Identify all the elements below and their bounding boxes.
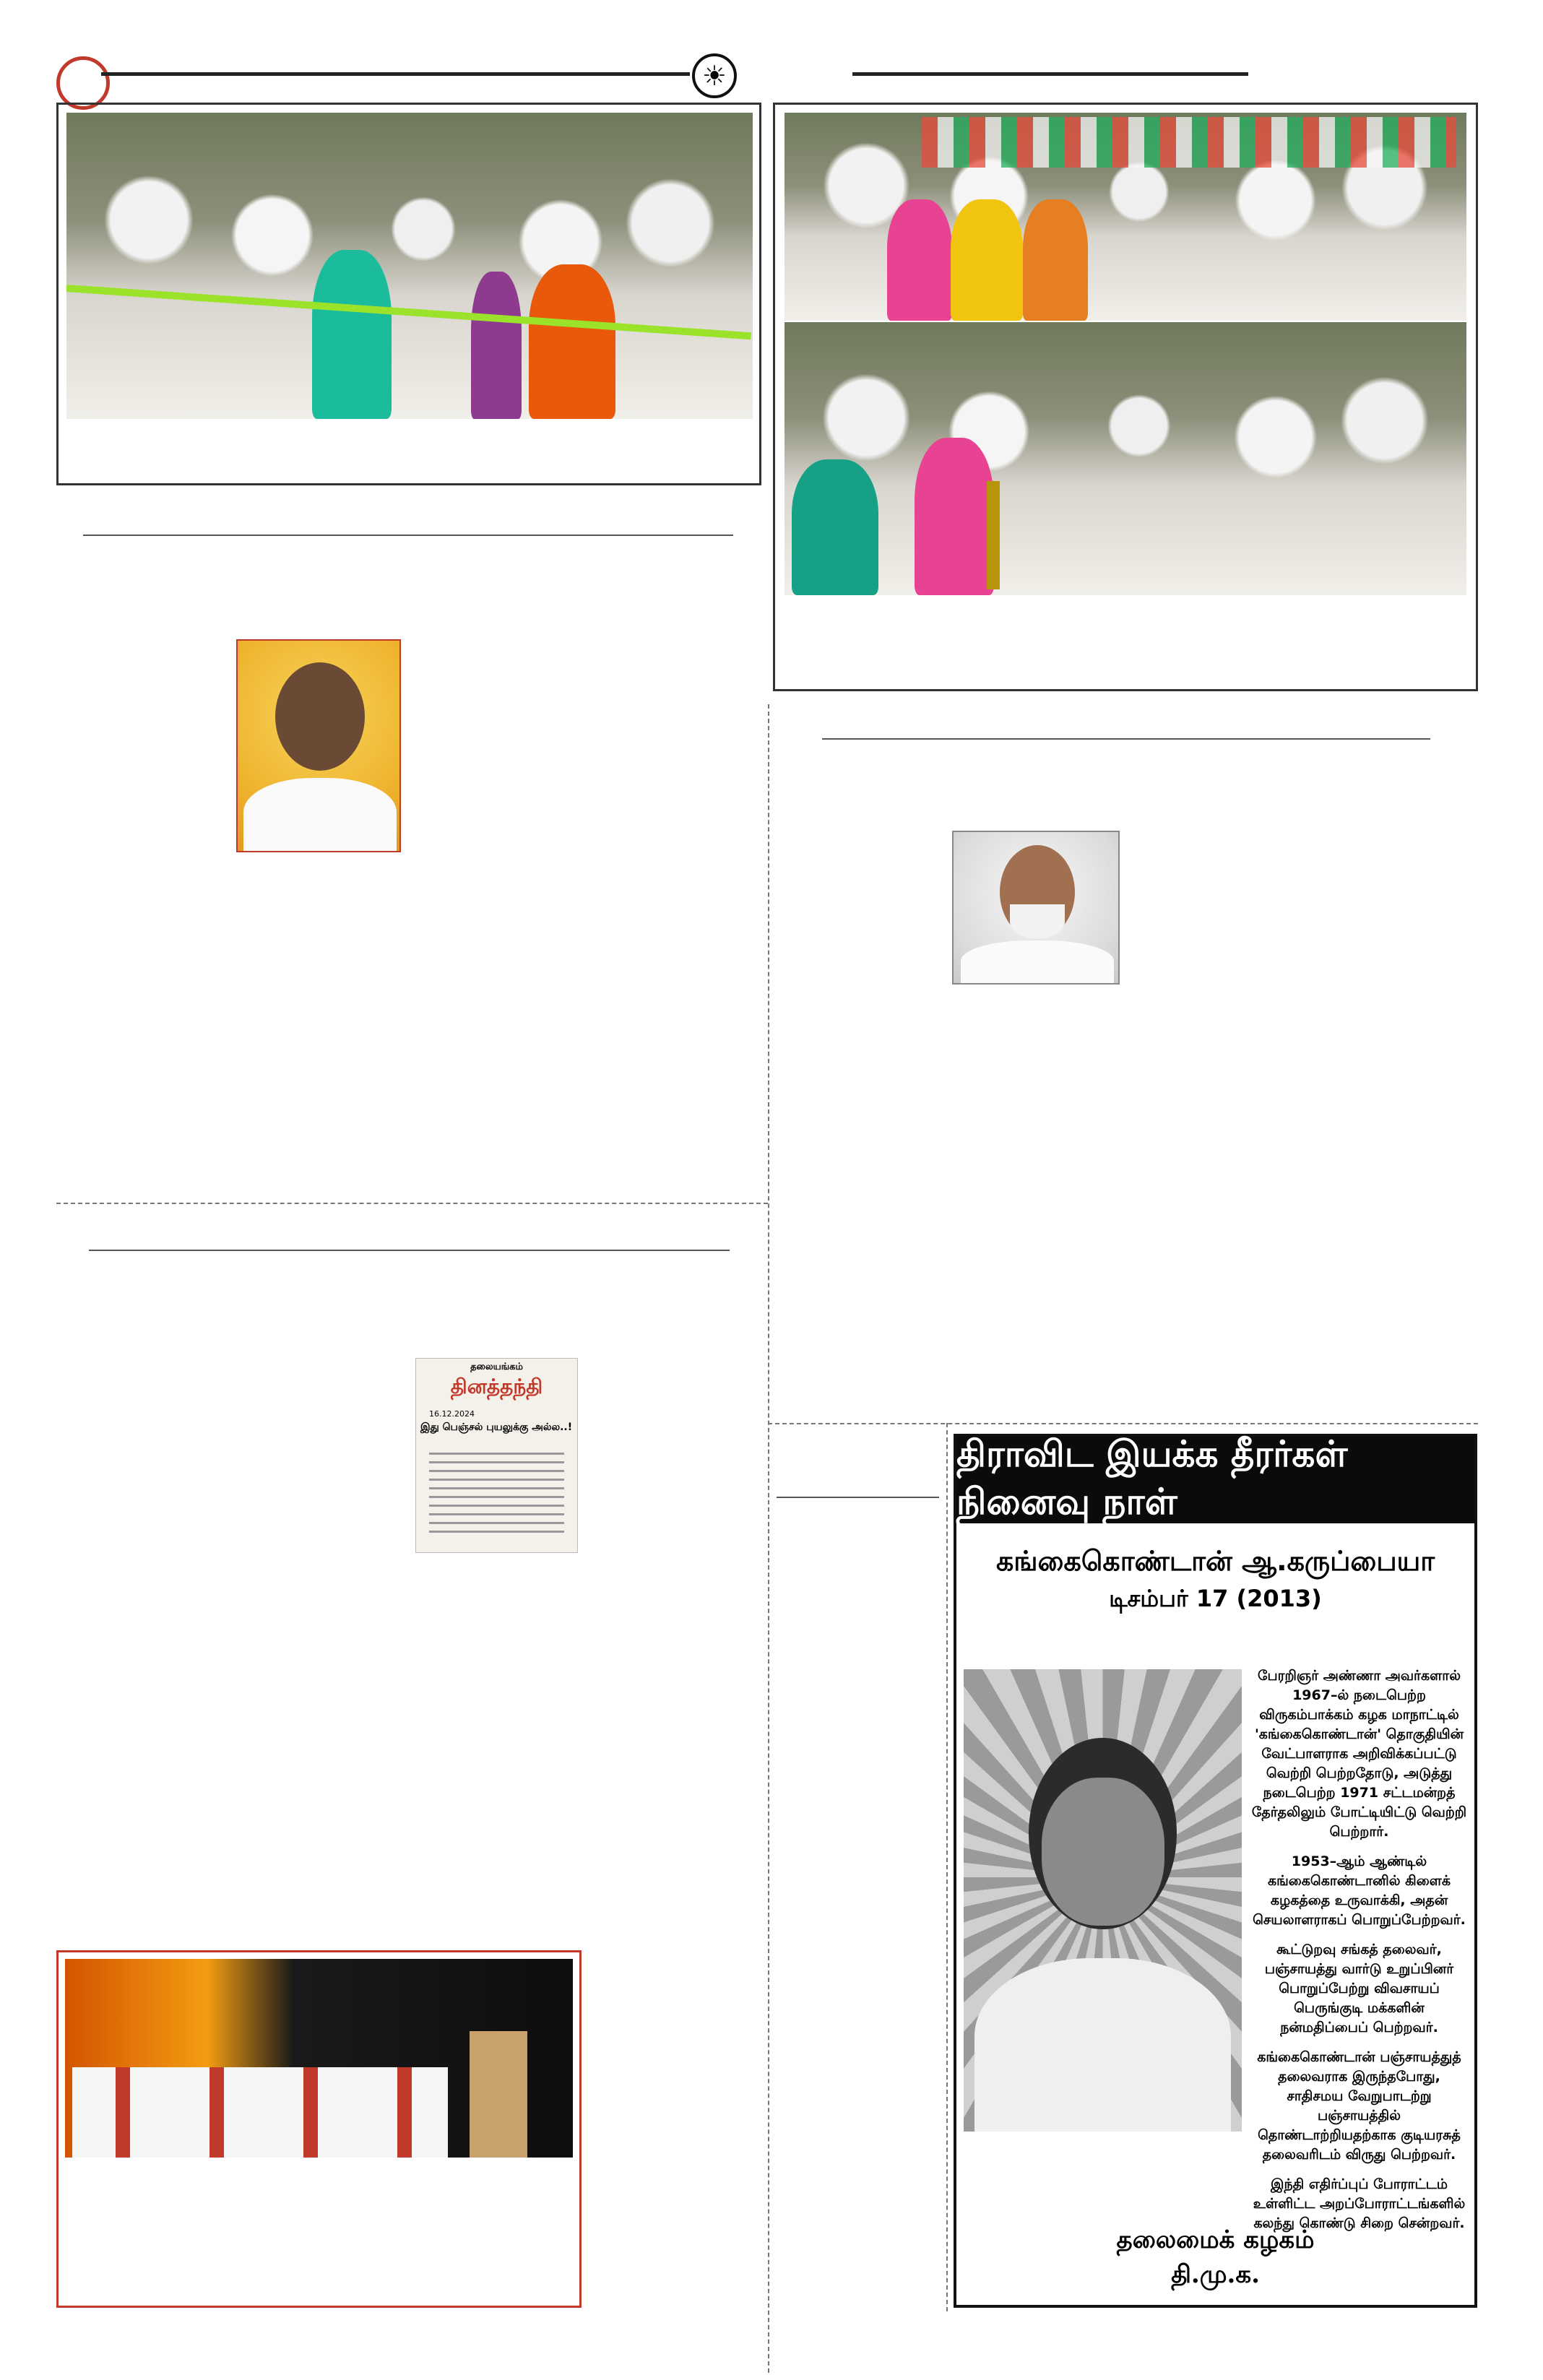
flower-garland-decoration [922, 117, 1456, 168]
clipping-text-line [429, 1522, 564, 1524]
saree-figure [887, 199, 952, 321]
memorial-portrait-photo [964, 1669, 1242, 2132]
newspaper-clipping [415, 1358, 578, 1553]
saree-figure [915, 438, 994, 595]
memorial-name: கங்கைகொண்டான் ஆ.கருப்பையா [995, 1545, 1435, 1577]
section-rule [777, 1497, 939, 1498]
clipping-text-line [429, 1470, 564, 1472]
saree-figure [792, 459, 878, 595]
ribbon-cutting-photo [66, 113, 753, 419]
memorial-banner: திராவிட இயக்க தீரர்கள் நினைவு நாள் [956, 1437, 1474, 1523]
clipping-text-line [429, 1479, 564, 1481]
rising-sun-icon [692, 53, 737, 98]
header-rule-left [101, 72, 690, 76]
clipping-text-line [429, 1513, 564, 1515]
page-number-badge [56, 56, 110, 110]
portrait-shirt [974, 1958, 1231, 2132]
memorial-footer-org: தலைமைக் கழகம் [1116, 2225, 1315, 2254]
portrait-shirt [243, 778, 397, 852]
clipping-text-line [429, 1461, 564, 1463]
white-beard [1010, 904, 1065, 939]
clipping-text-line [429, 1487, 564, 1489]
memorial-paragraph: கூட்டுறவு சங்கத் தலைவர், பஞ்சாயத்து வார்டு உறுப்பினர் பொறுப்பேற்று விவசாயப் பெருங்குடி மக்களின் நன்மதிப்பைப் பெற்றவர். [1264, 1942, 1454, 2035]
lamp-lighting [987, 481, 1000, 589]
memorial-biography [1249, 1666, 1469, 2243]
clipping-headline: இது பெஞ்சல் புயலுக்கு அல்ல..! [420, 1421, 573, 1433]
audience-row [72, 2067, 448, 2158]
clipping-kicker: தலையங்கம் [470, 1362, 523, 1372]
saree-figure [1023, 199, 1088, 321]
clipping-masthead: தினத்தந்தி [450, 1375, 543, 1398]
clipping-text-line [429, 1531, 564, 1533]
portrait-head [275, 662, 365, 771]
ribbon [66, 285, 751, 339]
column-divider [768, 704, 769, 2373]
column-divider [946, 1423, 948, 2311]
section-rule [89, 1250, 730, 1251]
memorial-paragraph: பேரறிஞர் அண்ணா அவர்களால் 1967–ல் நடைபெற்ற விருகம்பாக்கம் கழக மாநாட்டில் 'கங்கைகொண்டான்' தொகுதியின் வேட்பாளராக அறிவிக்கப்பட்டு வெற்றி பெற்றதோடு, அடுத்து நடைபெற்ற 1971 சட்டமன்றத் தேர்தலிலும் போட்டியிட்டு வெற்றி பெற்றார். [1251, 1668, 1467, 1840]
function-photo-bottom [785, 322, 1466, 595]
memorial-notice [954, 1434, 1477, 2308]
saree-figure [529, 264, 615, 419]
portrait-face [1042, 1778, 1164, 1926]
section-rule [83, 535, 733, 536]
clipping-text-line [429, 1496, 564, 1498]
clipping-text-line [429, 1505, 564, 1507]
memorial-paragraph: இந்தி எதிர்ப்புப் போராட்டம் உள்ளிட்ட அறப்போராட்டங்களில் கலந்து கொண்டு சிறை சென்றவர். [1253, 2176, 1466, 2231]
memorial-date: டிசம்பர் 17 (2013) [1109, 1585, 1322, 1612]
memorial-paragraph: கங்கைகொண்டான் பஞ்சாயத்துத் தலைவராக இருந்தபோது, சாதிசமய வேறுபாடற்று பஞ்சாயத்தில் தொண்டாற்றியதற்காக குடியரசுத் தலைவரிடம் விருது பெற்றவர். [1257, 2049, 1461, 2163]
leader-portrait-photo [236, 639, 401, 852]
saree-figure [951, 199, 1023, 321]
portrait-shirt [961, 940, 1114, 985]
speaker-podium [470, 2031, 527, 2158]
saree-figure [312, 250, 392, 419]
memorial-footer-party: தி.மு.க. [1171, 2260, 1260, 2289]
section-divider [56, 1203, 768, 1204]
section-divider [768, 1423, 1478, 1424]
clipping-date: 16.12.2024 [429, 1409, 475, 1419]
memorial-paragraph: 1953–ஆம் ஆண்டில் கங்கைகொண்டானில் கிளைக் கழகத்தை உருவாக்கி, அதன் செயலாளராகப் பொறுப்பேற்றவர். [1253, 1853, 1466, 1928]
clipping-text-line [429, 1453, 564, 1455]
stage-meeting-photo [65, 1959, 573, 2158]
function-photo-top [785, 113, 1466, 321]
logo-glyph: ☀ [701, 60, 727, 92]
saree-figure [471, 272, 522, 419]
elder-portrait-photo [952, 831, 1120, 985]
header-rule-right [852, 72, 1248, 76]
section-rule [822, 738, 1430, 740]
